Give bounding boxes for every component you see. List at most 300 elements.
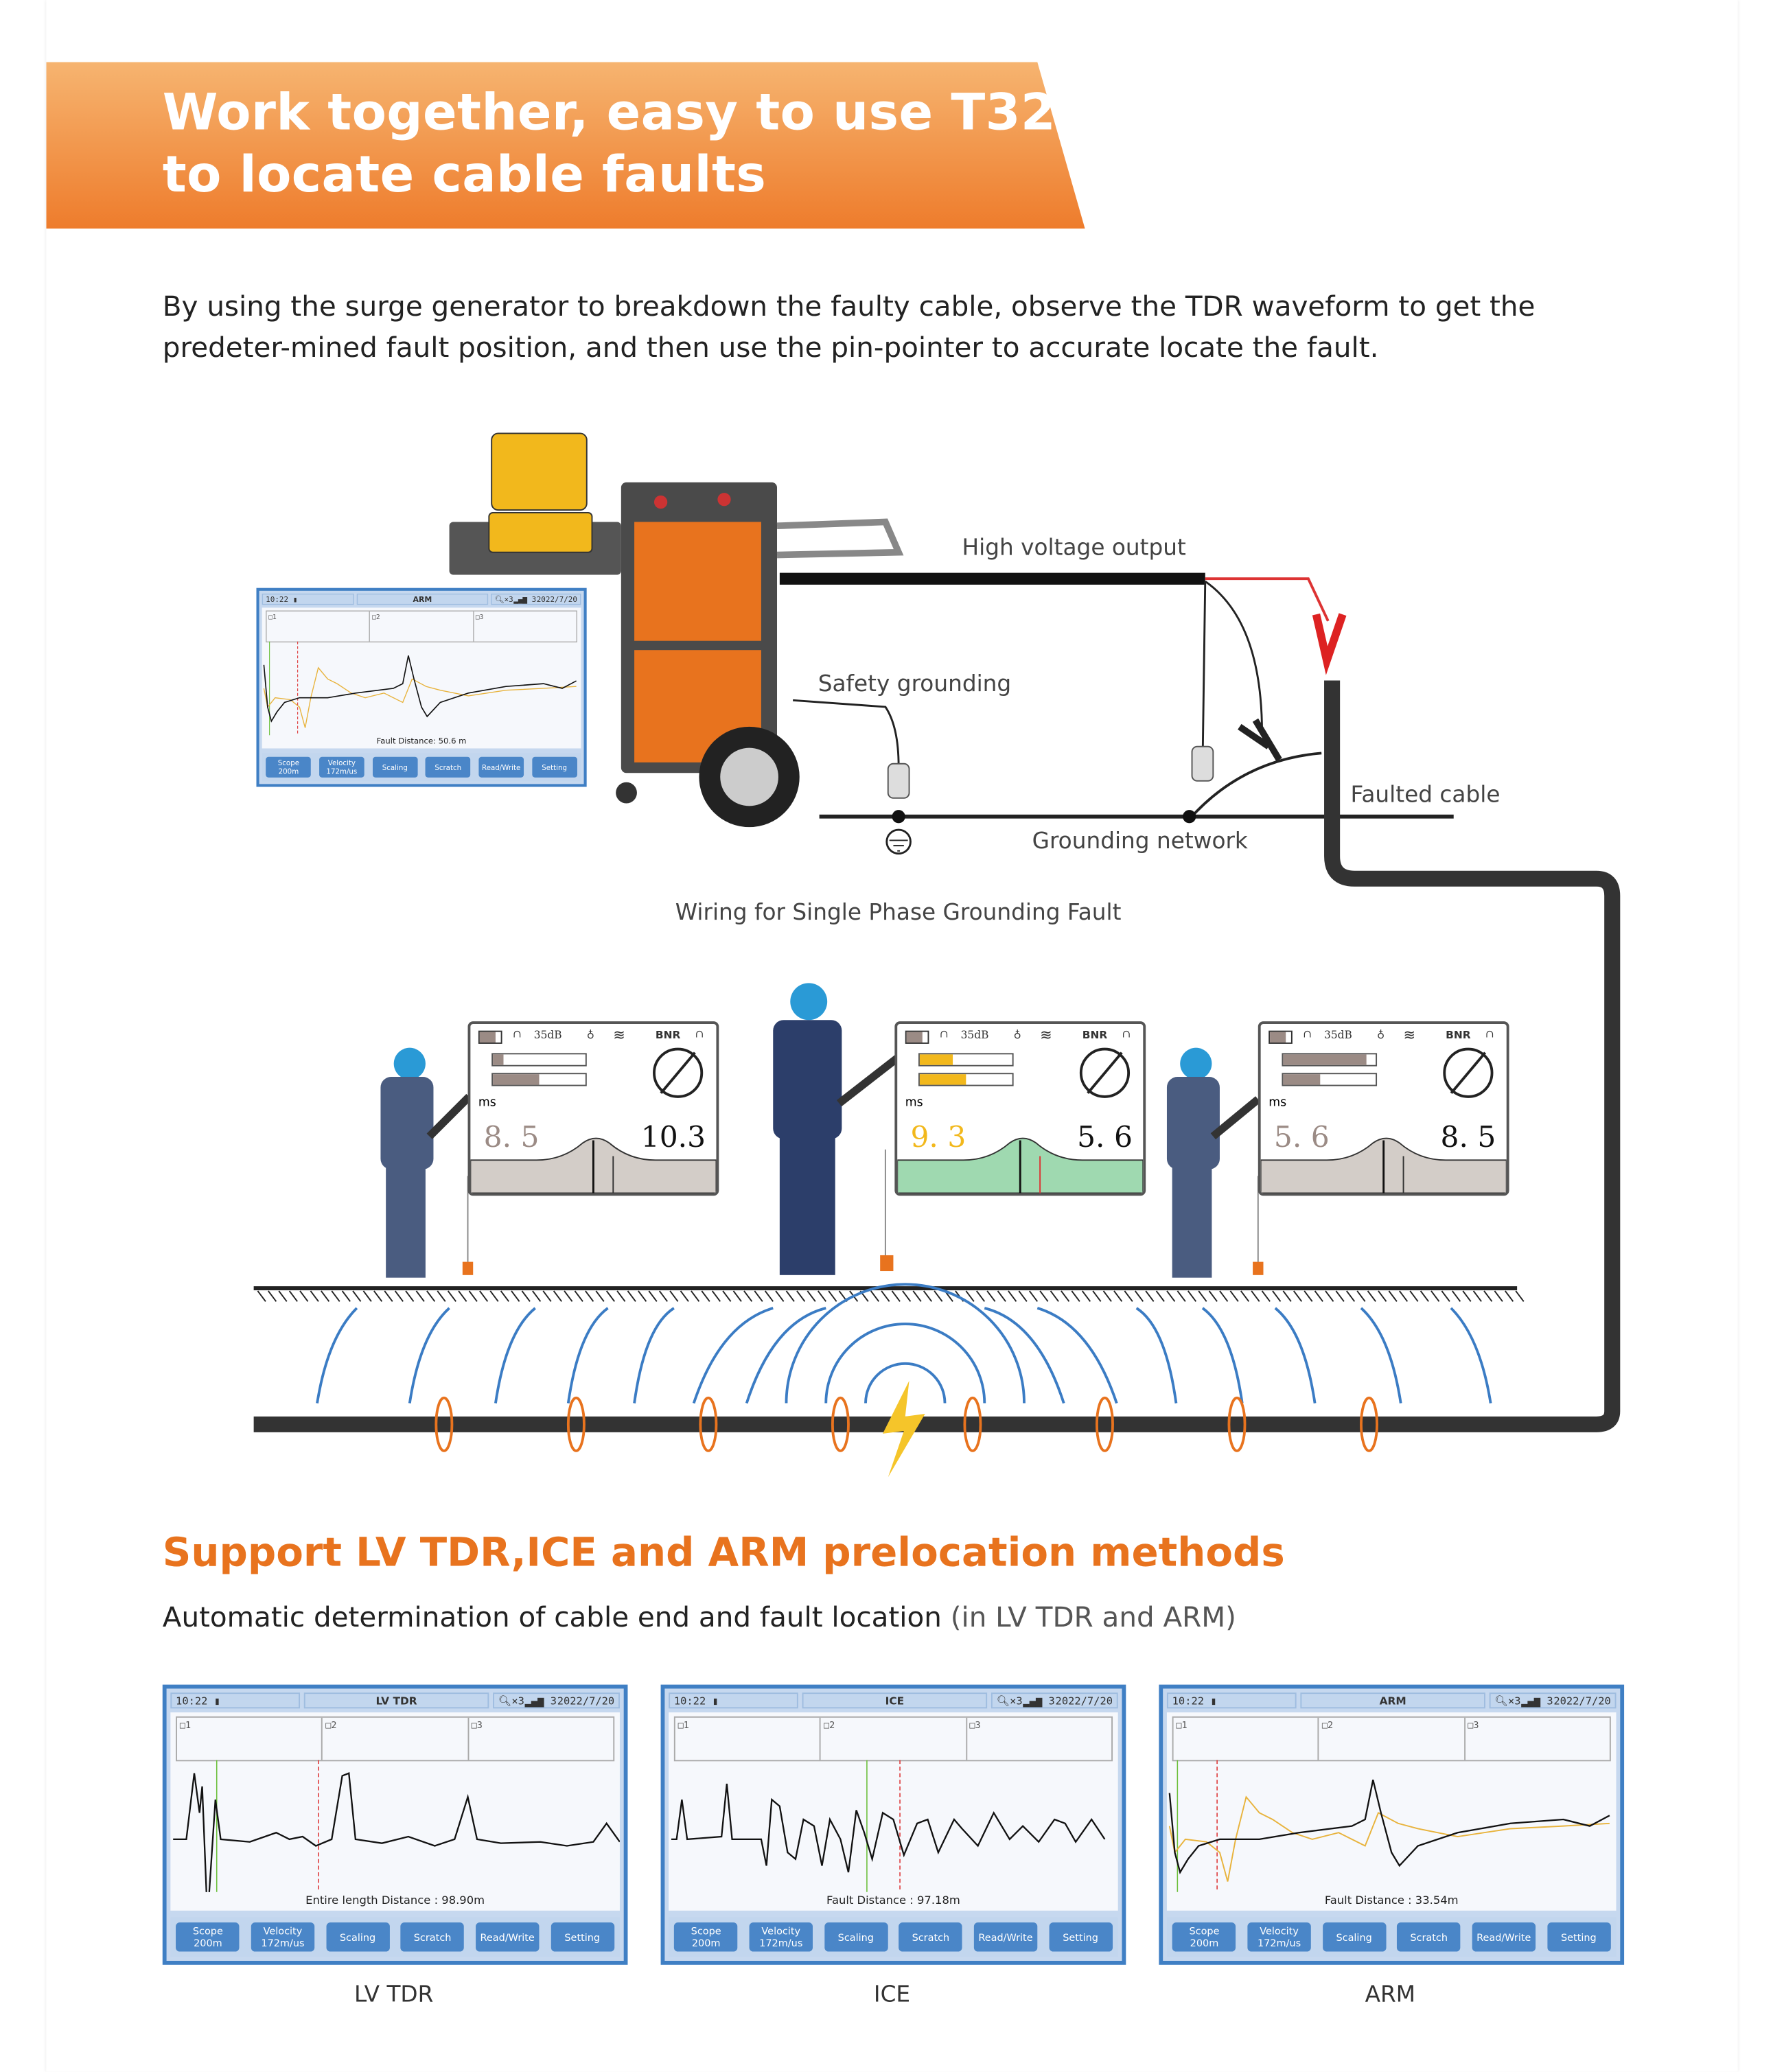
ground-hatch [776, 1291, 784, 1301]
wave-arc [634, 1308, 674, 1404]
ground-hatch [797, 1291, 805, 1301]
screen-status-bar [669, 1692, 1118, 1708]
ground-hatch [448, 1291, 456, 1301]
ground-hatch [786, 1291, 794, 1301]
ground-hatch [1135, 1291, 1144, 1301]
ground-hatch [987, 1291, 995, 1301]
label-grounding-network: Grounding network [1032, 828, 1248, 855]
memory-slots [176, 1716, 614, 1761]
distance-readout: Fault Distance: 50.6 m [376, 737, 467, 747]
waveform [1167, 1760, 1617, 1892]
ground-hatch [1262, 1291, 1271, 1301]
button-velocity[interactable] [251, 1922, 314, 1951]
button-scope[interactable] [674, 1922, 737, 1951]
ground-hatch [1474, 1291, 1482, 1301]
ground-hatch [1241, 1291, 1249, 1301]
screen-date: 2022/7/20 [1553, 1695, 1611, 1707]
unit-label: ms [1269, 1096, 1287, 1110]
screen-date: 2022/7/20 [1055, 1695, 1113, 1707]
button-label: Setting [542, 763, 567, 771]
ground-hatch [1019, 1291, 1027, 1301]
ground-hatch [617, 1291, 625, 1301]
ground-hatch [1230, 1291, 1238, 1301]
ground-hatch [1251, 1291, 1260, 1301]
button-read-write[interactable] [1472, 1922, 1536, 1951]
button-value: 172m/us [326, 767, 358, 776]
screen-time: 10:22 [1172, 1695, 1205, 1707]
battery-icon [905, 1031, 929, 1044]
headphone-icon: ∩ [1303, 1027, 1312, 1040]
filter-wave-icon: ≋ [1040, 1026, 1052, 1044]
button-scaling[interactable] [824, 1922, 888, 1951]
button-scaling[interactable] [326, 1922, 389, 1951]
ground-hatch [1452, 1291, 1461, 1301]
ground-hatch [829, 1291, 837, 1301]
ground-hatch [1030, 1291, 1038, 1301]
tdr-screen [163, 1685, 628, 1965]
button-label: Velocity [263, 1925, 303, 1937]
ground-hatch [1368, 1291, 1376, 1301]
ground-hatch [469, 1291, 477, 1301]
ground-hatch [501, 1291, 509, 1301]
ground-hatch [1209, 1291, 1218, 1301]
button-scaling[interactable] [1322, 1922, 1385, 1951]
label-faulted-cable: Faulted cable [1350, 782, 1501, 809]
ground-hatch [627, 1291, 636, 1301]
screen-mode-title: ARM [1300, 1692, 1485, 1708]
ground-hatch [680, 1291, 688, 1301]
memory-slot-1[interactable]: □1 [675, 1718, 821, 1760]
wave-arc [1451, 1308, 1491, 1404]
screen-caption: LV TDR [354, 1981, 434, 2009]
waveform [170, 1760, 620, 1892]
ground-hatch [511, 1291, 520, 1301]
ground-hatch [765, 1291, 774, 1301]
ground-hatch [427, 1291, 435, 1301]
ground-hatch [1304, 1291, 1312, 1301]
magnetic-level-bar [918, 1053, 1014, 1066]
button-scope[interactable] [1172, 1922, 1236, 1951]
ground-hatch [1283, 1291, 1291, 1301]
acoustic-level-bar [491, 1073, 587, 1086]
ground-hatch [1315, 1291, 1323, 1301]
label-high-voltage-output: High voltage output [962, 535, 1186, 562]
memory-slot-2[interactable]: □2 [821, 1718, 966, 1760]
ground-hatch [1378, 1291, 1387, 1301]
black-clamp-icon [1240, 720, 1279, 760]
waveform-plot [1167, 1712, 1617, 1911]
delay-readout: 8. 5 [483, 1121, 540, 1155]
ground-hatch [1273, 1291, 1281, 1301]
screen-status-bar [1167, 1692, 1617, 1708]
button-value: 200m [194, 1937, 222, 1949]
headphone-icon: ∩ [512, 1027, 522, 1040]
magnetic-level-bar [1282, 1053, 1377, 1066]
ground-hatch [1336, 1291, 1344, 1301]
screen-mode-title: LV TDR [304, 1692, 489, 1708]
distance-readout: Fault Distance : 97.18m [826, 1894, 960, 1908]
ground-hatch [374, 1291, 382, 1301]
delay-readout: 9. 3 [910, 1121, 966, 1155]
ground-hatch [437, 1291, 445, 1301]
memory-slot-3[interactable]: □3 [969, 1720, 981, 1732]
zoom-icon: 🔍︎×3 [498, 1695, 524, 1707]
button-label: Scaling [1336, 1931, 1372, 1944]
section-heading: Support LV TDR,ICE and ARM prelocation methods [162, 1530, 1285, 1576]
signal-icon: ▂▄▆ 3 [1521, 1695, 1553, 1707]
waveform-plot [262, 607, 581, 748]
button-label: Scratch [435, 763, 462, 771]
button-label: Velocity [1260, 1925, 1299, 1937]
measured-waveform [264, 655, 576, 721]
button-value: 200m [1190, 1937, 1219, 1949]
button-setting[interactable] [551, 1922, 614, 1951]
ground-hatch [279, 1291, 287, 1301]
memory-slot-1[interactable]: □1 [267, 612, 371, 642]
ground-hatch [1220, 1291, 1228, 1301]
ground-hatch [554, 1291, 562, 1301]
listen-icon: ∩ [1122, 1027, 1131, 1040]
ground-hatch [1188, 1291, 1196, 1301]
ground-hatch [691, 1291, 699, 1301]
ground-hatch [1124, 1291, 1133, 1301]
banner-title-line1: Work together, easy to use T32 [162, 83, 1056, 141]
ground-hatch [1008, 1291, 1017, 1301]
measured-waveform [1170, 1780, 1610, 1872]
banner-title-line2: to locate cable faults [162, 145, 767, 204]
filter-wave-icon: ≋ [1403, 1026, 1416, 1044]
zoom-icon: 🔍︎×3 [494, 594, 513, 604]
locator-status-bar [1266, 1028, 1501, 1047]
distance-readout: 10.3 [640, 1121, 706, 1155]
ground-hatch [533, 1291, 541, 1301]
ground-hatch [1071, 1291, 1080, 1301]
memory-slot-2[interactable]: □2 [323, 1718, 468, 1760]
button-label: Setting [1063, 1931, 1098, 1944]
ground-hatch [575, 1291, 583, 1301]
acoustic-level-bar [918, 1073, 1014, 1086]
ground-hatch [670, 1291, 678, 1301]
ground-hatch [268, 1291, 277, 1301]
screen-time: 10:22 [673, 1695, 706, 1707]
waveform-plot [669, 1712, 1118, 1911]
ground-hatch [966, 1291, 974, 1301]
button-scope[interactable] [266, 757, 312, 778]
wave-arc [496, 1308, 535, 1404]
ground-hatch [903, 1291, 911, 1301]
button-velocity[interactable] [750, 1922, 813, 1951]
battery-icon: ▮ [292, 594, 298, 604]
screen-status-bar [170, 1692, 620, 1708]
wave-arc [317, 1308, 357, 1404]
memory-slot-1[interactable]: □1 [1174, 1718, 1319, 1760]
volume-readout: 35dB [960, 1029, 989, 1042]
ground-hatch [649, 1291, 657, 1301]
ground-hatch [713, 1291, 721, 1301]
memory-slot-3[interactable]: □3 [1468, 1720, 1479, 1732]
measured-waveform [173, 1773, 620, 1892]
button-label: Scratch [912, 1931, 950, 1944]
ground-hatch [1347, 1291, 1355, 1301]
button-label: Scaling [382, 763, 408, 771]
wave-arc [1275, 1308, 1315, 1404]
ground-hatch [1441, 1291, 1450, 1301]
button-value: 172m/us [1257, 1937, 1301, 1949]
wave-arc [1037, 1308, 1117, 1404]
ground-hatch [1389, 1291, 1397, 1301]
ground-hatch [818, 1291, 826, 1301]
signal-icon: ▂▄▆ 3 [1023, 1695, 1055, 1707]
zoom-icon: 🔍︎×3 [996, 1695, 1023, 1707]
memory-slot-3[interactable]: □3 [471, 1720, 483, 1732]
intro-paragraph: By using the surge generator to breakdown the faulty cable, observe the TDR waveform to get the predeter-mined fault position, and then use the pin-pointer to accurate locate the fault. [162, 290, 1536, 364]
label-safety-grounding: Safety grounding [818, 671, 1012, 698]
button-velocity[interactable] [1247, 1922, 1310, 1951]
diagram-caption: Wiring for Single Phase Grounding Fault [675, 900, 1122, 927]
memory-slot-1[interactable]: □1 [177, 1718, 323, 1760]
ground-hatch [1061, 1291, 1069, 1301]
button-label: Scratch [1410, 1931, 1448, 1944]
signal-level: 3 [1048, 1695, 1055, 1707]
ground-hatch [977, 1291, 985, 1301]
button-label: Read/Write [1476, 1931, 1531, 1944]
signal-level: 3 [1546, 1695, 1553, 1707]
subtitle-paren: (in LV TDR and ARM) [950, 1601, 1236, 1633]
function-button-bar [669, 1917, 1118, 1957]
button-label: Read/Write [978, 1931, 1033, 1944]
volume-readout: 35dB [533, 1029, 562, 1042]
wave-arc [694, 1308, 774, 1404]
zoom-level: ×3 [511, 1695, 524, 1707]
signal-icon: ▂▄▆ 3 [524, 1695, 557, 1707]
ground-hatch [300, 1291, 308, 1301]
ground-hatch [871, 1291, 879, 1301]
ground-hatch [353, 1291, 361, 1301]
button-label: Scope [1189, 1925, 1220, 1937]
measured-waveform [671, 1784, 1104, 1872]
memory-slot-3[interactable]: □3 [475, 613, 484, 621]
ground-hatch [1177, 1291, 1185, 1301]
ground-hatch [744, 1291, 752, 1301]
distance-readout: Entire length Distance : 98.90m [305, 1894, 485, 1908]
ground-hatch [1040, 1291, 1048, 1301]
ground-hatch [416, 1291, 424, 1301]
ground-hatch [807, 1291, 815, 1301]
ground-hatch [384, 1291, 393, 1301]
ground-hatch [1114, 1291, 1122, 1301]
zoom-level: ×3 [1507, 1695, 1521, 1707]
tdr-screen [256, 588, 586, 787]
button-label: Velocity [327, 758, 356, 767]
unit-label: ms [905, 1096, 923, 1110]
memory-slot-2[interactable]: □2 [1319, 1718, 1465, 1760]
ground-hatch [924, 1291, 932, 1301]
signal-level: 3 [550, 1695, 557, 1707]
ground-symbol-icon [887, 830, 911, 854]
wave-arc [1203, 1308, 1242, 1404]
battery-icon: ▮ [1210, 1695, 1217, 1707]
waveform-plot [170, 1712, 620, 1911]
button-setting[interactable] [532, 757, 577, 778]
ground-hatch [892, 1291, 901, 1301]
ground-hatch [1494, 1291, 1503, 1301]
signal-icon: ▂▄▆ 3 [513, 594, 537, 604]
ground-hatch [564, 1291, 572, 1301]
function-button-bar [262, 753, 581, 781]
button-value: 200m [691, 1937, 721, 1949]
waveform [262, 642, 581, 736]
wave-arc [568, 1308, 608, 1404]
button-scratch[interactable] [426, 757, 471, 778]
button-label: Read/Write [480, 1931, 535, 1944]
button-read-write[interactable] [478, 757, 524, 778]
button-label: Scope [192, 1925, 223, 1937]
battery-icon: ▮ [213, 1695, 221, 1707]
ground-hatch [395, 1291, 404, 1301]
ground-hatch [754, 1291, 763, 1301]
button-velocity[interactable] [319, 757, 364, 778]
battery-icon [1269, 1031, 1293, 1044]
ground-hatch [596, 1291, 604, 1301]
button-label: Scaling [339, 1931, 376, 1944]
battery-icon: ▮ [712, 1695, 719, 1707]
button-value: 172m/us [261, 1937, 305, 1949]
tdr-screen [1159, 1685, 1624, 1965]
ground-hatch [1505, 1291, 1514, 1301]
button-scratch[interactable] [899, 1922, 962, 1951]
probe-icon: ♁ [1013, 1027, 1021, 1040]
ground-hatch [1167, 1291, 1175, 1301]
memory-slots [1172, 1716, 1611, 1761]
function-button-bar [170, 1917, 620, 1957]
filter-wave-icon: ≋ [613, 1026, 626, 1044]
tdr-screen [661, 1685, 1126, 1965]
button-read-write[interactable] [476, 1922, 539, 1951]
memory-slots [674, 1716, 1113, 1761]
screen-date: 2022/7/20 [536, 594, 577, 604]
screen-caption: ICE [873, 1981, 911, 2009]
button-label: Setting [1560, 1931, 1597, 1944]
red-clamp-icon [1316, 614, 1343, 660]
screen-mode-title: ARM [357, 594, 488, 605]
listen-icon: ∩ [1485, 1027, 1494, 1040]
battery-icon [478, 1031, 502, 1044]
pinpointer-screen [1258, 1021, 1509, 1196]
screen-time: 10:22 [266, 594, 289, 604]
delay-readout: 5. 6 [1273, 1121, 1330, 1155]
wave-arc [1137, 1308, 1177, 1404]
ground-hatch [459, 1291, 467, 1301]
ground-hatch [1431, 1291, 1439, 1301]
ground-hatch [522, 1291, 530, 1301]
distance-readout: 5. 6 [1077, 1121, 1133, 1155]
ground-hatch [702, 1291, 710, 1301]
direction-compass-icon [1443, 1048, 1493, 1098]
bnr-label: BNR [655, 1029, 681, 1042]
acoustic-level-bar [1282, 1073, 1377, 1086]
magnetic-level-bar [491, 1053, 587, 1066]
memory-slots [266, 611, 577, 642]
wave-arc [410, 1308, 450, 1404]
button-label: Scaling [837, 1931, 874, 1944]
direction-compass-icon [1080, 1048, 1130, 1098]
ground-hatch [1104, 1291, 1112, 1301]
ground-hatch [1051, 1291, 1059, 1301]
ground-hatch [363, 1291, 371, 1301]
ground-hatch [607, 1291, 615, 1301]
pinpointer-screen [894, 1021, 1146, 1196]
ground-hatch [257, 1291, 266, 1301]
button-label: Scope [277, 758, 300, 767]
ground-hatch [480, 1291, 488, 1301]
ground-hatch [1463, 1291, 1471, 1301]
screen-caption: ARM [1365, 1981, 1415, 2009]
zoom-icon: 🔍︎×3 [1494, 1695, 1521, 1707]
ground-hatch [332, 1291, 340, 1301]
screen-date: 2022/7/20 [557, 1695, 615, 1707]
distance-readout: Fault Distance : 33.54m [1324, 1894, 1459, 1908]
screen-mode-title: ICE [802, 1692, 988, 1708]
screen-time: 10:22 [176, 1695, 208, 1707]
acoustic-waves [317, 1284, 1491, 1403]
ground-hatch [586, 1291, 594, 1301]
ground-hatch [998, 1291, 1006, 1301]
button-scratch[interactable] [401, 1922, 464, 1951]
listen-icon: ∩ [695, 1027, 704, 1040]
ground-hatch [406, 1291, 414, 1301]
ground-hatch [543, 1291, 551, 1301]
memory-slot-2[interactable]: □2 [370, 612, 474, 642]
button-label: Scratch [413, 1931, 452, 1944]
screen-status-bar [262, 594, 581, 605]
ground-hatch [934, 1291, 942, 1301]
button-label: Velocity [761, 1925, 801, 1937]
button-value: 172m/us [759, 1937, 803, 1949]
locator-status-bar [903, 1028, 1138, 1047]
ground-hatch [1093, 1291, 1101, 1301]
section-subtitle [163, 1601, 1236, 1633]
function-button-bar [1167, 1917, 1617, 1957]
headphone-icon: ∩ [939, 1027, 949, 1040]
ground-hatch [1421, 1291, 1429, 1301]
direction-compass-icon [653, 1048, 703, 1098]
ground-hatch [1400, 1291, 1408, 1301]
button-setting[interactable] [1547, 1922, 1610, 1951]
ground-hatch [1082, 1291, 1091, 1301]
wave-arc [786, 1284, 1024, 1403]
locator-status-bar [476, 1028, 711, 1047]
ground-hatch [343, 1291, 351, 1301]
button-scratch[interactable] [1398, 1922, 1461, 1951]
ground-hatch [1157, 1291, 1165, 1301]
button-label: Read/Write [482, 763, 521, 771]
button-scaling[interactable] [372, 757, 417, 778]
zoom-level: ×3 [504, 594, 513, 604]
volume-readout: 35dB [1324, 1029, 1352, 1042]
ground-hatch [290, 1291, 298, 1301]
ground-hatch [1410, 1291, 1418, 1301]
ground-hatch [1198, 1291, 1207, 1301]
ground-hatch [1325, 1291, 1334, 1301]
button-value: 200m [278, 767, 299, 776]
ground-hatch [321, 1291, 329, 1301]
button-setting[interactable] [1049, 1922, 1112, 1951]
unit-label: ms [478, 1096, 496, 1110]
pinpointer-screen [468, 1021, 719, 1196]
button-scope[interactable] [176, 1922, 240, 1951]
button-read-write[interactable] [974, 1922, 1037, 1951]
ground-hatch [733, 1291, 741, 1301]
